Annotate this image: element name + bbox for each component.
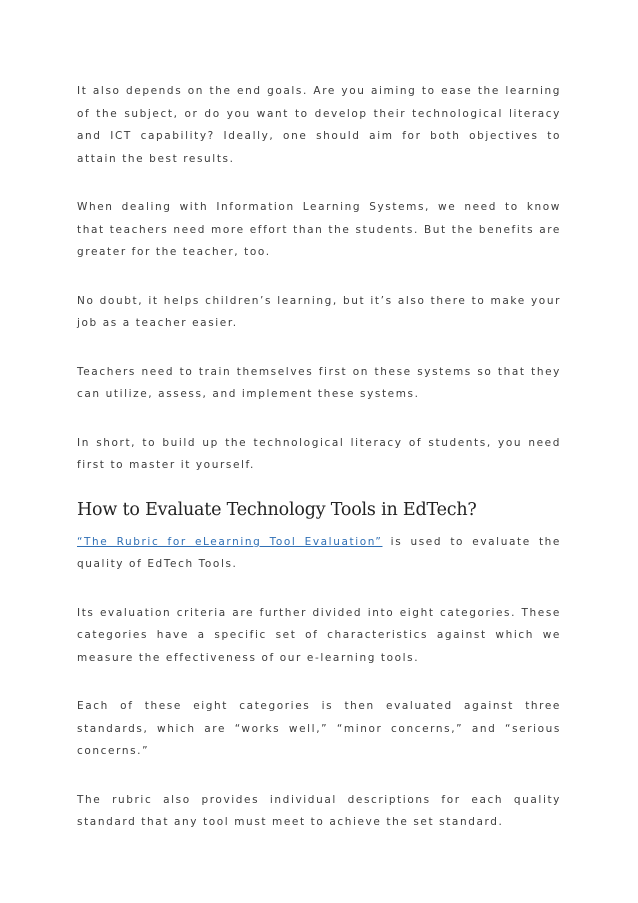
rubric-link[interactable]: “The Rubric for eLearning Tool Evaluation” [77, 535, 383, 548]
paragraph-three-standards: Each of these eight categories is then evaluated against three standards, which are “works well,” “minor concerns,” and “serious concerns.” [77, 700, 561, 757]
paragraph-quality-standard: The rubric also provides individual descriptions for each quality standard that any tool must meet to achieve the set standard. [77, 793, 561, 828]
paragraph-teachers-train: Teachers need to train themselves first on these systems so that they can utilize, assess, and implement these systems. [77, 365, 561, 400]
document-body [77, 80, 561, 860]
paragraph-children-learning: No doubt, it helps children’s learning, but it’s also there to make your job as a teacher easier. [77, 294, 561, 329]
paragraph-end-goals: It also depends on the end goals. Are you aiming to ease the learning of the subject, or do you want to develop their technological literacy and ICT capability? Ideally, one should aim for both objectives to attain the best results. [77, 85, 561, 165]
paragraph-rubric-intro [77, 531, 561, 576]
paragraph-in-short: In short, to build up the technological literacy of students, you need first to master it yourself. [77, 436, 561, 471]
paragraph-information-learning-systems: When dealing with Information Learning Systems, we need to know that teachers need more effort than the students. But the benefits are greater for the teacher, too. [77, 201, 561, 258]
section-heading: How to Evaluate Technology Tools in EdTech? [77, 499, 477, 520]
rubric-intro-text: is used to evaluate the quality of EdTech Tools. [77, 535, 561, 570]
paragraph-eight-categories: Its evaluation criteria are further divided into eight categories. These categories have a specific set of characteristics against which we measure the effectiveness of our e-learning tools. [77, 606, 561, 664]
